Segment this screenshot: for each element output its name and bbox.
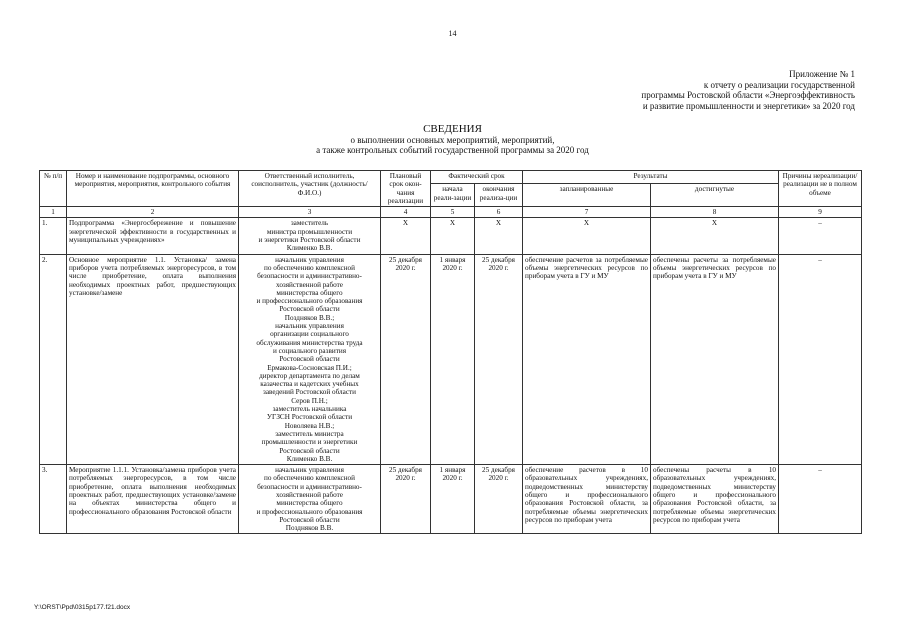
row-fact-start: Х bbox=[431, 218, 475, 254]
row-num: 1. bbox=[40, 218, 67, 254]
row-executor: начальник управления по обеспечению комплексной безопасности и административно- хозяйственной работе министерства общего и профессионального образования Ростовской области Поздняков В.В.; начальник управления организации социального обслуживания министерства труда и социального развития Ростовской области Ермакова-Сосновская П.И.; директор департамента по делам казачества и кадетских учебных заведений Ростовской области Серов П.Н.; заместитель начальника УГЗСН Ростовской области Новоляева Н.В.; заместитель министра промышленности и энергетики Ростовской области Клименко В.В. bbox=[239, 254, 381, 464]
table-row bbox=[40, 254, 862, 464]
title-line: о выполнении основных мероприятий, мероприятий, bbox=[350, 134, 555, 145]
row-fact-start: 1 января 2020 г. bbox=[431, 254, 475, 464]
document-title bbox=[0, 124, 905, 156]
row-name: Подпрограмма «Энергосбережение и повышение энергетической эффективности в государственных и муниципальных учреждениях» bbox=[67, 218, 239, 254]
row-achieved: Х bbox=[651, 218, 779, 254]
table-row bbox=[40, 218, 862, 254]
header-num: № п/п bbox=[40, 171, 67, 207]
column-number: 6 bbox=[475, 207, 523, 218]
column-number: 8 bbox=[651, 207, 779, 218]
report-table bbox=[39, 170, 862, 534]
row-name: Основное мероприятие 1.1. Установка/ замена приборов учета потребляемых энергоресурсов, в том числе приобретение, оплата выполнения необходимых проектных работ, предшествующих установке/замене bbox=[67, 254, 239, 464]
row-fact-end: Х bbox=[475, 218, 523, 254]
column-number: 1 bbox=[40, 207, 67, 218]
header-executor: Ответственный исполнитель, соисполнитель, участник (должность/Ф.И.О.) bbox=[239, 171, 381, 207]
column-number: 4 bbox=[381, 207, 431, 218]
row-fact-start: 1 января 2020 г. bbox=[431, 465, 475, 534]
header-results-group: Результаты bbox=[523, 171, 779, 184]
appendix-header bbox=[641, 69, 855, 111]
header-reasons: Причины нереализации/ реализации не в полном объеме bbox=[779, 171, 862, 207]
row-planned: Х bbox=[523, 218, 651, 254]
row-executor: начальник управления по обеспечению комплексной безопасности и административно- хозяйственной работе министерства общего и профессионального образования Ростовской области Поздняков В.В. bbox=[239, 465, 381, 534]
row-reasons: – bbox=[779, 218, 862, 254]
header-plan-date: Плановый срок окон-чания реализации bbox=[381, 171, 431, 207]
column-number: 3 bbox=[239, 207, 381, 218]
row-num: 3. bbox=[40, 465, 67, 534]
appendix-line: Приложение № 1 bbox=[789, 69, 855, 79]
row-planned: обеспечение расчетов в 10 образовательных учреждениях, подведомственных министерству общего и профессионального образования Ростовской области, за потребляемые объемы энергетических ресурсов по приборам учета bbox=[523, 465, 651, 534]
header-fact-start: начала реали-зации bbox=[431, 184, 475, 207]
row-plan-date: 25 декабря 2020 г. bbox=[381, 465, 431, 534]
column-number: 5 bbox=[431, 207, 475, 218]
column-number: 7 bbox=[523, 207, 651, 218]
appendix-line: к отчету о реализации государственной bbox=[703, 79, 855, 90]
title-heading: СВЕДЕНИЯ bbox=[423, 123, 482, 135]
row-plan-date: 25 декабря 2020 г. bbox=[381, 254, 431, 464]
appendix-line: программы Ростовской области «Энергоэффективность bbox=[641, 90, 855, 100]
table-row bbox=[40, 465, 862, 534]
page-number: 14 bbox=[448, 29, 457, 38]
header-fact-end: окончания реализа-ции bbox=[475, 184, 523, 207]
column-number: 9 bbox=[779, 207, 862, 218]
header-fact-group: Фактический срок bbox=[431, 171, 523, 184]
row-fact-end: 25 декабря 2020 г. bbox=[475, 254, 523, 464]
column-number: 2 bbox=[67, 207, 239, 218]
appendix-line: и развитие промышленности и энергетики» за 2020 год bbox=[642, 100, 855, 111]
row-executor: заместитель министра промышленности и энергетики Ростовской области Клименко В.В. bbox=[239, 218, 381, 254]
header-name: Номер и наименование подпрограммы, основного мероприятия, мероприятия, контрольного события bbox=[67, 171, 239, 207]
row-num: 2. bbox=[40, 254, 67, 464]
title-line: а также контрольных событий государственной программы за 2020 год bbox=[316, 145, 589, 155]
header-planned: запланированные bbox=[523, 184, 651, 207]
row-planned: обеспечение расчетов за потребляемые объемы энергетических ресурсов по приборам учета в ГУ и МУ bbox=[523, 254, 651, 464]
row-fact-end: 25 декабря 2020 г. bbox=[475, 465, 523, 534]
row-name: Мероприятие 1.1.1. Установка/замена приборов учета потребляемых энергоресурсов, в том числе приобретение, оплата выполнения необходимых проектных работ, предшествующих установке/замене на объектах министерства общего и профессионального образования Ростовской области bbox=[67, 465, 239, 534]
file-path-footer: Y:\ORST\Ppd\0315p177.f21.docx bbox=[34, 604, 131, 611]
row-reasons: – bbox=[779, 254, 862, 464]
row-reasons: – bbox=[779, 465, 862, 534]
row-achieved: обеспечены расчеты за потребляемые объемы энергетических ресурсов по приборам учета в ГУ и МУ bbox=[651, 254, 779, 464]
row-achieved: обеспечены расчеты в 10 образовательных учреждениях, подведомственных министерству общего и профессионального образования Ростовской области, за потребляемые объемы энергетических ресурсов по приборам учета bbox=[651, 465, 779, 534]
header-achieved: достигнутые bbox=[651, 184, 779, 207]
row-plan-date: Х bbox=[381, 218, 431, 254]
